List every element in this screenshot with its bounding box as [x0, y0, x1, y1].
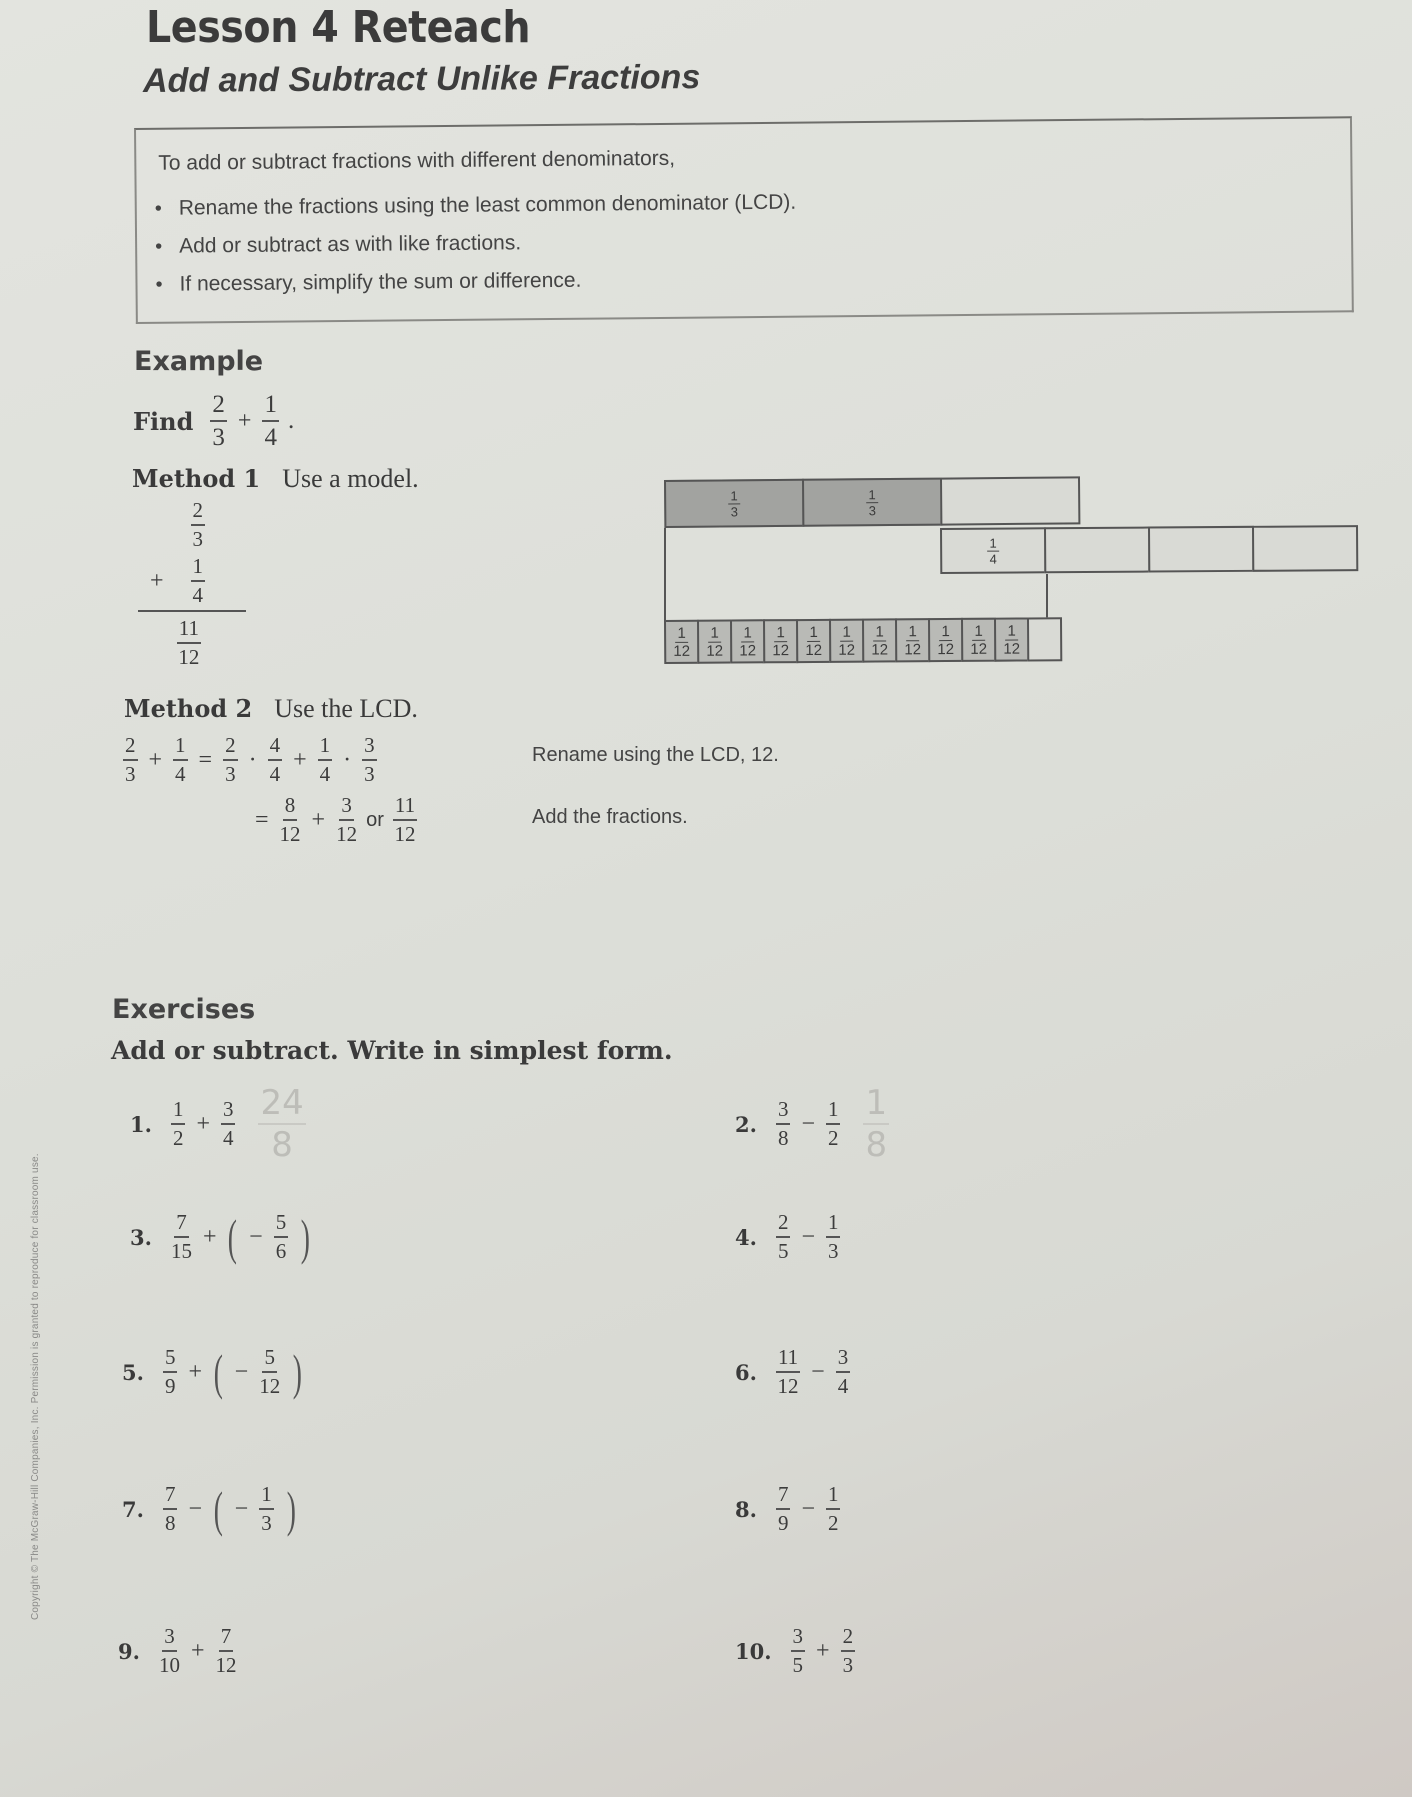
exercise-item: 1. $\frac{1}{2}$ + $\frac{3}{4}$ $\frac{24}{8}$ [130, 1083, 304, 1165]
twelfth-cell: $\frac{1}{12}$ [862, 618, 897, 662]
fraction: $\frac{1}{4}$ [192, 554, 203, 607]
fraction: $\frac{3}{8}$ [777, 1097, 789, 1150]
fraction: $\frac{7}{15}$ [170, 1210, 192, 1263]
example-heading: Example [134, 346, 264, 377]
lcd-calculation-line-1: $\frac{2}{3}$ + $\frac{1}{4}$ = $\frac{2}{3}$ · $\frac{4}{4}$ + $\frac{1}{4}$ · $\frac{3}{3}$ [125, 733, 375, 786]
fraction: $\frac{1}{4}$ [264, 391, 277, 451]
model-bracket-right [1046, 574, 1048, 622]
twelfths-strip [664, 617, 1062, 664]
step-note-add: Add the fractions. [532, 806, 688, 828]
fraction: $\frac{2}{5}$ [777, 1210, 789, 1263]
twelfth-cell: $\frac{1}{12}$ [961, 618, 996, 662]
exercise-number: 2. [735, 1111, 757, 1137]
twelfth-cell: $\frac{1}{12}$ [763, 619, 798, 663]
fraction: $\frac{2}{3}$ [212, 391, 225, 451]
twelfth-cell: $\frac{1}{12}$ [895, 618, 930, 662]
exercise-number: 6. [735, 1359, 757, 1385]
fraction: $\frac{3}{10}$ [158, 1624, 180, 1677]
exercise-number: 8. [735, 1496, 757, 1522]
fraction: $\frac{1}{2}$ [827, 1097, 839, 1150]
twelfth-cell: $\frac{1}{12}$ [994, 617, 1029, 661]
fraction: $\frac{3}{5}$ [792, 1624, 804, 1677]
copyright-notice: Copyright © The McGraw-Hill Companies, Inc. Permission is granted to reproduce for classroom use. [30, 1153, 41, 1620]
third-cell-empty [940, 476, 1080, 525]
handwritten-answer: $\frac{24}{8}$ [260, 1083, 304, 1165]
rules-box [134, 116, 1354, 324]
twelfth-cell: $\frac{1}{12}$ [730, 619, 765, 663]
exercises-instructions: Add or subtract. Write in simplest form. [111, 1036, 673, 1065]
fraction: $\frac{1}{2}$ [172, 1097, 184, 1150]
handwritten-answer: $\frac{1}{8}$ [865, 1083, 888, 1165]
exercise-number: 9. [118, 1638, 140, 1664]
exercise-number: 7. [122, 1496, 144, 1522]
exercise-item: 8. $\frac{7}{9}$ − $\frac{1}{2}$ [735, 1482, 839, 1535]
twelfth-cell: $\frac{1}{12}$ [796, 619, 831, 663]
fraction: $\frac{3}{4}$ [837, 1345, 849, 1398]
exercise-item: 5. $\frac{5}{9}$ + ( − $\frac{5}{12}$ ) [122, 1344, 303, 1400]
exercise-item: 2. $\frac{3}{8}$ − $\frac{1}{2}$ $\frac{1}{8}$ [735, 1083, 888, 1165]
fourth-cell-empty [1044, 527, 1150, 574]
fourth-cell-empty [1148, 526, 1254, 573]
exercise-number: 1. [130, 1111, 152, 1137]
fraction: $\frac{7}{9}$ [777, 1482, 789, 1535]
exercise-item: 10. $\frac{3}{5}$ + $\frac{2}{3}$ [735, 1624, 854, 1677]
fraction: $\frac{2}{3}$ [192, 498, 203, 551]
fourth-cell-empty [1252, 525, 1358, 572]
fraction: $\frac{7}{12}$ [215, 1624, 237, 1677]
third-cell: $\frac{1}{3}$ [802, 478, 942, 527]
fraction: $\frac{1}{2}$ [827, 1482, 839, 1535]
exercise-item: 3. $\frac{7}{15}$ + ( − $\frac{5}{6}$ ) [130, 1209, 311, 1265]
twelfth-cell: $\frac{1}{12}$ [697, 620, 732, 664]
fourth-cell: $\frac{1}{4}$ [940, 527, 1046, 574]
rules-intro: To add or subtract fractions with different denominators, [158, 146, 676, 175]
exercise-number: 5. [122, 1359, 144, 1385]
method2-heading: Method 2 Use the LCD. [124, 694, 418, 723]
exercise-number: 3. [130, 1224, 152, 1250]
twelfth-cell-empty [1027, 617, 1062, 661]
twelfth-cell: $\frac{1}{12}$ [829, 619, 864, 663]
fraction: $\frac{1}{3}$ [261, 1482, 272, 1535]
rule-item: • Rename the fractions using the least common denominator (LCD). [155, 184, 797, 228]
fraction: $\frac{7}{8}$ [164, 1482, 176, 1535]
fourths-strip [940, 525, 1358, 574]
exercise-item: 7. $\frac{7}{8}$ − ( − $\frac{1}{3}$ ) [122, 1481, 296, 1537]
find-label: Find [133, 406, 194, 436]
fraction: $\frac{5}{9}$ [164, 1345, 176, 1398]
example-problem: Find $\frac{2}{3}$ + $\frac{1}{4}$ . [133, 391, 295, 451]
thirds-strip [664, 476, 1080, 528]
fraction-strip-model [664, 470, 1384, 670]
fraction: $\frac{11}{12}$ [178, 616, 200, 669]
method1-heading: Method 1 Use a model. [132, 464, 419, 493]
fraction: $\frac{5}{12}$ [259, 1345, 281, 1398]
twelfth-cell: $\frac{1}{12}$ [664, 620, 699, 664]
fraction: $\frac{2}{3}$ [842, 1624, 854, 1677]
model-bracket-left [664, 528, 942, 620]
fraction: $\frac{3}{4}$ [222, 1097, 234, 1150]
exercise-number: 10. [735, 1638, 772, 1664]
exercises-heading: Exercises [112, 994, 256, 1025]
exercise-item: 4. $\frac{2}{5}$ − $\frac{1}{3}$ [735, 1210, 839, 1263]
step-note-rename: Rename using the LCD, 12. [532, 744, 779, 766]
exercise-item: 6. $\frac{11}{12}$ − $\frac{3}{4}$ [735, 1345, 849, 1398]
twelfth-cell: $\frac{1}{12}$ [928, 618, 963, 662]
fraction: $\frac{1}{3}$ [827, 1210, 839, 1263]
lcd-calculation-line-2: = $\frac{8}{12}$ + $\frac{3}{12}$ or $\frac{11}{12}$ [255, 793, 416, 846]
fraction: $\frac{5}{6}$ [275, 1210, 287, 1263]
exercise-item: 9. $\frac{3}{10}$ + $\frac{7}{12}$ [118, 1624, 237, 1677]
exercise-number: 4. [735, 1224, 757, 1250]
third-cell: $\frac{1}{3}$ [664, 479, 804, 528]
rules-list [155, 184, 798, 304]
rule-item: • Add or subtract as with like fractions. [155, 222, 797, 266]
page-subtitle: Add and Subtract Unlike Fractions [142, 58, 701, 100]
fraction: $\frac{11}{12}$ [777, 1345, 799, 1398]
page-title: Lesson 4 Reteach [146, 2, 531, 53]
sum-line [138, 610, 246, 612]
rule-item: • If necessary, simplify the sum or difference. [155, 260, 797, 304]
vertical-addition: $\frac{2}{3}$ + $\frac{1}{4}$ $\frac{11}{12}$ [128, 500, 248, 668]
